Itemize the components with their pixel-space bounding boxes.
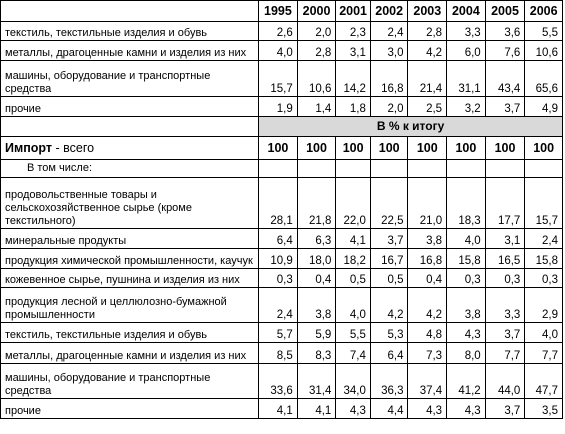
value-cell: 4,8 xyxy=(408,323,447,343)
value-cell: 10,6 xyxy=(525,41,563,61)
value-cell: 1,8 xyxy=(336,97,371,117)
value-cell: 21,0 xyxy=(408,178,447,229)
value-cell: 2,6 xyxy=(259,22,298,41)
section-header-row xyxy=(1,117,563,137)
value-cell: 6,4 xyxy=(370,343,408,364)
value-cell: 2,8 xyxy=(408,22,447,41)
value-cell: 3,8 xyxy=(408,229,447,249)
value-cell: 43,4 xyxy=(485,61,525,97)
value-cell: 3,7 xyxy=(485,97,525,117)
subhead-empty-cell xyxy=(447,160,486,178)
value-cell: 18,0 xyxy=(297,249,336,269)
value-cell: 8,3 xyxy=(297,343,336,364)
value-cell: 7,7 xyxy=(485,343,525,364)
section-header-blank xyxy=(1,117,259,137)
value-cell: 15,8 xyxy=(447,249,486,269)
year-header-2003: 2003 xyxy=(408,1,447,22)
table-row xyxy=(1,343,563,364)
value-cell: 16,5 xyxy=(485,249,525,269)
value-cell: 6,3 xyxy=(297,229,336,249)
row-label: машины, оборудование и транспортные средства xyxy=(1,61,259,97)
value-cell: 15,8 xyxy=(525,249,563,269)
value-cell: 3,7 xyxy=(370,229,408,249)
row-label: продукция химической промышленности, каучук xyxy=(1,249,259,269)
value-cell: 4,0 xyxy=(259,41,298,61)
row-label: машины, оборудование и транспортные средства xyxy=(1,364,259,399)
value-cell: 4,3 xyxy=(336,399,371,419)
value-cell: 33,6 xyxy=(259,364,298,399)
row-label: текстиль, текстильные изделия и обувь xyxy=(1,323,259,343)
value-cell: 31,1 xyxy=(447,61,486,97)
subhead-empty-cell xyxy=(259,160,298,178)
row-label: продовольственные товары и сельскохозяйственное сырье (кроме текстильного) xyxy=(1,178,259,229)
subhead-empty-cell xyxy=(336,160,371,178)
value-cell: 0,4 xyxy=(297,269,336,288)
value-cell: 2,9 xyxy=(525,288,563,323)
value-cell: 2,4 xyxy=(370,22,408,41)
row-label: минеральные продукты xyxy=(1,229,259,249)
row-label: текстиль, текстильные изделия и обувь xyxy=(1,22,259,41)
import-total-value: 100 xyxy=(485,137,525,160)
value-cell: 16,8 xyxy=(370,61,408,97)
row-label: прочие xyxy=(1,399,259,419)
value-cell: 3,2 xyxy=(447,97,486,117)
value-cell: 2,3 xyxy=(336,22,371,41)
value-cell: 5,5 xyxy=(525,22,563,41)
value-cell: 31,4 xyxy=(297,364,336,399)
value-cell: 3,6 xyxy=(485,22,525,41)
value-cell: 7,4 xyxy=(336,343,371,364)
import-total-value: 100 xyxy=(408,137,447,160)
export-rows xyxy=(1,22,563,117)
value-cell: 4,0 xyxy=(447,229,486,249)
value-cell: 3,0 xyxy=(370,41,408,61)
value-cell: 2,5 xyxy=(408,97,447,117)
value-cell: 3,1 xyxy=(336,41,371,61)
value-cell: 16,7 xyxy=(370,249,408,269)
value-cell: 5,7 xyxy=(259,323,298,343)
value-cell: 4,3 xyxy=(408,399,447,419)
value-cell: 18,2 xyxy=(336,249,371,269)
value-cell: 4,1 xyxy=(336,229,371,249)
row-label: металлы, драгоценные камни и изделия из них xyxy=(1,343,259,364)
subhead-empty-cell xyxy=(485,160,525,178)
import-total-value: 100 xyxy=(370,137,408,160)
year-header-2001: 2001 xyxy=(336,1,371,22)
table-row xyxy=(1,97,563,117)
import-total-row xyxy=(1,137,563,160)
value-cell: 10,6 xyxy=(297,61,336,97)
value-cell: 1,9 xyxy=(259,97,298,117)
value-cell: 18,3 xyxy=(447,178,486,229)
value-cell: 2,8 xyxy=(297,41,336,61)
row-label: продукция лесной и целлюлозно-бумажной промышленности xyxy=(1,288,259,323)
table-row xyxy=(1,399,563,419)
import-total-value: 100 xyxy=(525,137,563,160)
value-cell: 4,2 xyxy=(408,288,447,323)
import-total-value: 100 xyxy=(259,137,298,160)
value-cell: 14,2 xyxy=(336,61,371,97)
value-cell: 7,3 xyxy=(408,343,447,364)
value-cell: 34,0 xyxy=(336,364,371,399)
value-cell: 0,5 xyxy=(370,269,408,288)
value-cell: 44,0 xyxy=(485,364,525,399)
value-cell: 4,3 xyxy=(447,399,486,419)
value-cell: 6,4 xyxy=(259,229,298,249)
value-cell: 8,0 xyxy=(447,343,486,364)
value-cell: 22,5 xyxy=(370,178,408,229)
value-cell: 22,0 xyxy=(336,178,371,229)
subhead-empty-cell xyxy=(297,160,336,178)
import-rows xyxy=(1,178,563,419)
year-header-2004: 2004 xyxy=(447,1,486,22)
value-cell: 4,0 xyxy=(336,288,371,323)
value-cell: 41,2 xyxy=(447,364,486,399)
value-cell: 3,1 xyxy=(485,229,525,249)
value-cell: 8,5 xyxy=(259,343,298,364)
value-cell: 4,3 xyxy=(447,323,486,343)
table-row xyxy=(1,288,563,323)
value-cell: 6,0 xyxy=(447,41,486,61)
year-header-1995: 1995 xyxy=(259,1,298,22)
subhead-empty-cell xyxy=(370,160,408,178)
value-cell: 16,8 xyxy=(408,249,447,269)
value-cell: 5,5 xyxy=(336,323,371,343)
import-total-label-bold: Импорт xyxy=(5,140,53,155)
value-cell: 0,4 xyxy=(408,269,447,288)
import-total-value: 100 xyxy=(447,137,486,160)
import-total-value: 100 xyxy=(297,137,336,160)
year-header-2002: 2002 xyxy=(370,1,408,22)
value-cell: 4,0 xyxy=(525,323,563,343)
value-cell: 3,3 xyxy=(485,288,525,323)
table-row xyxy=(1,249,563,269)
value-cell: 15,7 xyxy=(259,61,298,97)
subhead-row xyxy=(1,160,563,178)
value-cell: 2,0 xyxy=(297,22,336,41)
value-cell: 4,4 xyxy=(370,399,408,419)
table-row xyxy=(1,364,563,399)
value-cell: 5,9 xyxy=(297,323,336,343)
import-total-label xyxy=(1,137,259,160)
value-cell: 3,3 xyxy=(447,22,486,41)
value-cell: 65,6 xyxy=(525,61,563,97)
table-row xyxy=(1,323,563,343)
value-cell: 36,3 xyxy=(370,364,408,399)
import-total-value: 100 xyxy=(336,137,371,160)
subhead-empty-cell xyxy=(525,160,563,178)
year-header-2000: 2000 xyxy=(297,1,336,22)
value-cell: 0,3 xyxy=(525,269,563,288)
table-row xyxy=(1,61,563,97)
value-cell: 4,1 xyxy=(259,399,298,419)
value-cell: 4,1 xyxy=(297,399,336,419)
import-total-label-rest: - всего xyxy=(52,140,95,155)
row-label: кожевенное сырье, пушнина и изделия из них xyxy=(1,269,259,288)
value-cell: 3,5 xyxy=(525,399,563,419)
value-cell: 3,7 xyxy=(485,323,525,343)
value-cell: 17,7 xyxy=(485,178,525,229)
value-cell: 2,4 xyxy=(259,288,298,323)
value-cell: 15,7 xyxy=(525,178,563,229)
table-row xyxy=(1,269,563,288)
table-row xyxy=(1,229,563,249)
value-cell: 0,3 xyxy=(485,269,525,288)
value-cell: 21,4 xyxy=(408,61,447,97)
table-row xyxy=(1,22,563,41)
value-cell: 37,4 xyxy=(408,364,447,399)
value-cell: 2,0 xyxy=(370,97,408,117)
table-row xyxy=(1,178,563,229)
value-cell: 0,3 xyxy=(447,269,486,288)
value-cell: 3,8 xyxy=(297,288,336,323)
value-cell: 4,9 xyxy=(525,97,563,117)
value-cell: 10,9 xyxy=(259,249,298,269)
year-header-2005: 2005 xyxy=(485,1,525,22)
value-cell: 21,8 xyxy=(297,178,336,229)
value-cell: 7,6 xyxy=(485,41,525,61)
value-cell: 5,3 xyxy=(370,323,408,343)
year-header-2006: 2006 xyxy=(525,1,563,22)
value-cell: 2,4 xyxy=(525,229,563,249)
value-cell: 0,5 xyxy=(336,269,371,288)
section-title: В % к итогу xyxy=(259,117,563,137)
value-cell: 28,1 xyxy=(259,178,298,229)
table-row xyxy=(1,41,563,61)
value-cell: 4,2 xyxy=(370,288,408,323)
value-cell: 3,8 xyxy=(447,288,486,323)
value-cell: 3,7 xyxy=(485,399,525,419)
row-label: металлы, драгоценные камни и изделия из них xyxy=(1,41,259,61)
label-column-header xyxy=(1,1,259,22)
value-cell: 7,7 xyxy=(525,343,563,364)
year-header-row xyxy=(1,1,563,22)
value-cell: 47,7 xyxy=(525,364,563,399)
value-cell: 4,2 xyxy=(408,41,447,61)
value-cell: 0,3 xyxy=(259,269,298,288)
subhead-label: В том числе: xyxy=(1,160,259,178)
row-label: прочие xyxy=(1,97,259,117)
value-cell: 1,4 xyxy=(297,97,336,117)
subhead-empty-cell xyxy=(408,160,447,178)
